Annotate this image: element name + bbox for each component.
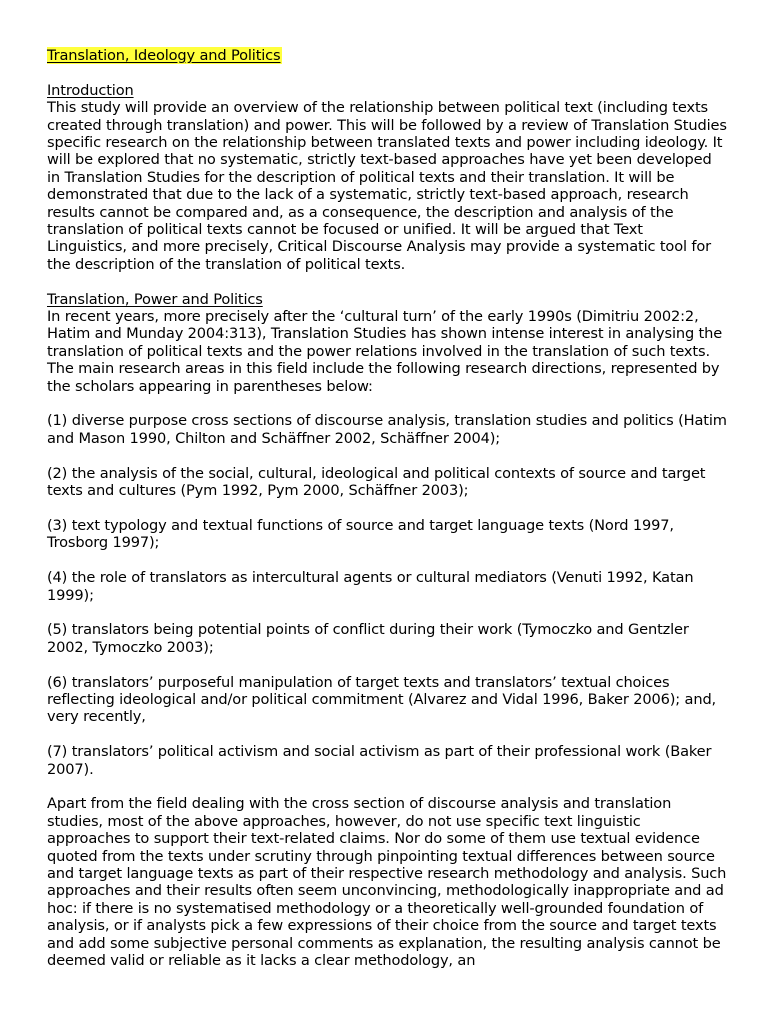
list-item-3: (3) text typology and textual functions of source and target language texts (Nord 1997, Trosborg 1997); [47, 516, 674, 552]
list-item-6: (6) translators’ purposeful manipulation of target texts and translators’ textual choices reflecting ideological and/or political commitment (Alvarez and Vidal 1996, Baker 2006); and, very recently, [47, 673, 717, 726]
list-item-5: (5) translators being potential points of conflict during their work (Tymoczko and Gentzler 2002, Tymoczko 2003); [47, 621, 689, 656]
section-heading-introduction: Introduction [47, 81, 134, 99]
spacer [47, 447, 727, 464]
spacer [47, 778, 727, 795]
spacer [47, 64, 727, 81]
spacer [47, 604, 727, 621]
spacer [47, 726, 727, 743]
title-highlighted: Translation, Ideology and Politics [47, 47, 281, 64]
document-page [47, 47, 727, 969]
section-heading-translation-power-politics: Translation, Power and Politics [47, 290, 263, 308]
spacer [47, 552, 727, 569]
section-paragraph: In recent years, more precisely after the ‘cultural turn’ of the early 1990s (Dimitriu 2002:2, Hatim and Munday 2004:313), Translation Studies has shown intense interest in analysing the translation of political texts and the power relations involved in the translation of such texts. The main research areas in this field include the following research directions, represented by the scholars appearing in parentheses below: [47, 308, 723, 395]
closing-paragraph: Apart from the field dealing with the cross section of discourse analysis and translation studies, most of the above approaches, however, do not use specific text linguistic approaches to support their text-related claims. Nor do some of them use textual evidence quoted from the texts under scrutiny through pinpointing textual differences between source and target language texts as part of their respective research methodology and analysis. Such approaches and their results often seem unconvincing, methodologically inappropriate and ad hoc: if there is no systematised methodology or a theoretically well-grounded foundation of analysis, or if analysts pick a few expressions of their choice from the source and target texts and add some subjective personal comments as explanation, the resulting analysis cannot be deemed valid or reliable as it lacks a clear methodology, an [47, 795, 727, 969]
spacer [47, 500, 727, 517]
spacer [47, 273, 727, 290]
list-item-1: (1) diverse purpose cross sections of discourse analysis, translation studies and politics (Hatim and Mason 1990, Chilton and Schäffner 2002, Schäffner 2004); [47, 412, 727, 447]
intro-paragraph: This study will provide an overview of the relationship between political text (including texts created through translation) and power. This will be followed by a review of Translation Studies specific research on the relationship between translated texts and power including ideology. It will be explored that no systematic, strictly text-based approaches have yet been developed in Translation Studies for the description of political texts and their translation. It will be demonstrated that due to the lack of a systematic, strictly text-based approach, research results cannot be compared and, as a consequence, the description and analysis of the translation of political texts cannot be focused or unified. It will be argued that Text Linguistics, and more precisely, Critical Discourse Analysis may provide a systematic tool for the description of the translation of political texts. [47, 99, 727, 273]
document-title [47, 47, 727, 64]
list-item-2: (2) the analysis of the social, cultural, ideological and political contexts of source and target texts and cultures (Pym 1992, Pym 2000, Schäffner 2003); [47, 464, 706, 500]
list-item-7: (7) translators’ political activism and social activism as part of their professional work (Baker 2007). [47, 743, 712, 778]
list-item-4: (4) the role of translators as intercultural agents or cultural mediators (Venuti 1992, Katan 1999); [47, 569, 694, 604]
spacer [47, 656, 727, 673]
spacer [47, 395, 727, 412]
